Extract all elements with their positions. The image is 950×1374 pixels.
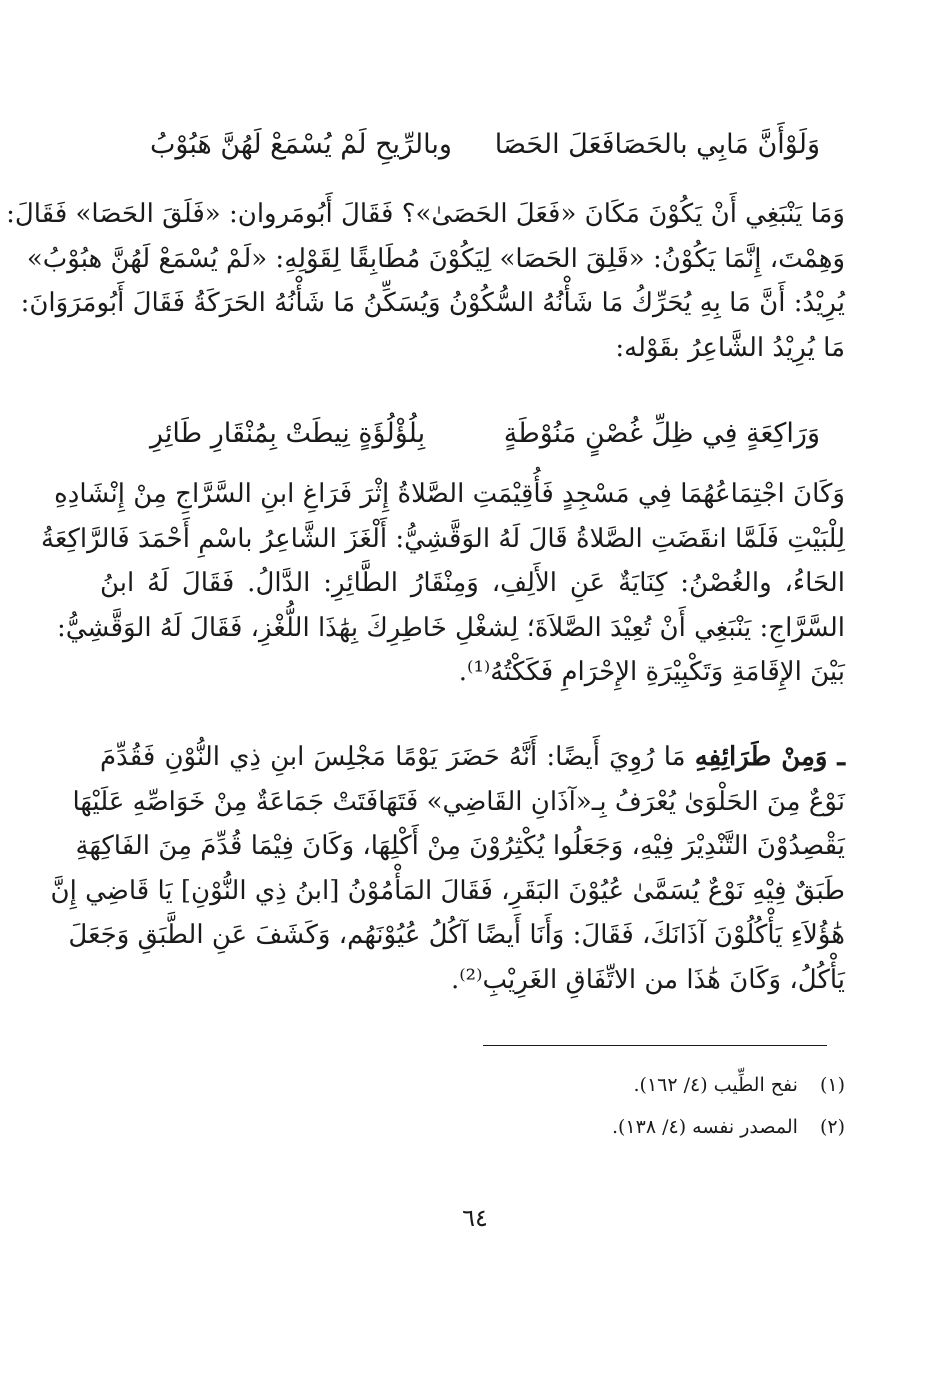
footnote-1 bbox=[400, 1072, 845, 1098]
footnote-separator bbox=[483, 1045, 827, 1046]
paragraph-2 bbox=[41, 472, 845, 695]
paragraph-3-line bbox=[100, 735, 845, 780]
paragraph-3-line: نَوْعٌ مِنَ الحَلْوَىٰ يُعْرَفُ بِـ«آذَانِ القَاضِي» فَتَهَافَتَتْ جَمَاعَةٌ مِنْ خَوَاصِّهِ عَلَيْهَا bbox=[72, 786, 845, 817]
paragraph-3-line: طَبَقٌ فِيْهِ نَوْعٌ يُسَمَّىٰ عُيُوْنَ البَقَرِ، فَقَالَ المَأْمُوْنُ [ابنُ ذِي النُّوْنِ] يَا قَاضِي إِنَّ bbox=[50, 875, 845, 906]
paragraph-3 bbox=[50, 735, 846, 1002]
verse-2-first-hemistich: وَرَاكِعَةٍ فِي ظِلِّ غُصْنٍ مَنُوْطَةٍ bbox=[503, 418, 820, 449]
footnote-1-text: نفح الطِّيب (٤/ ١٦٢). bbox=[633, 1074, 798, 1096]
paragraph-1-line: وَهِمْتَ، إِنَّمَا يَكُوْنُ: «قَلِقَ الحَصَا» لِيَكُوْنَ مُطَابِقًا لِقَوْلِهِ: «لَمْ يُسْمَعْ لَهُنَّ هبُوْبُ» bbox=[26, 243, 845, 274]
paragraph-2-line: السَّرَّاجِ: يَنْبَغِي أَنْ تُعِيْدَ الصَّلاَةَ؛ لِشغْلِ خَاطِرِكَ بِهَٰذَا اللُّغْزِ، فَقَالَ لَهُ الوَقَّشِيُّ: bbox=[56, 612, 845, 643]
footnote-2-text: المصدر نفسه (٤/ ١٣٨). bbox=[611, 1116, 798, 1138]
paragraph-1-line: مَا يُرِيْدُ الشَّاعِرُ بقَوْله: bbox=[615, 332, 845, 363]
paragraph-2-line: وَكَانَ اجْتِمَاعُهُمَا فِي مَسْجِدٍ فَأُقِيْمَتِ الصَّلاةُ إِثْرَ فَرَاغِ ابنِ السَّرَّاجِ مِنْ إِنْشَادِهِ bbox=[54, 479, 845, 509]
verse-1-first-hemistich: وَلَوْأَنَّ مَابِي بالحَصَافَعَلَ الحَصَا bbox=[494, 129, 820, 160]
footnote-2-number: (٢) bbox=[819, 1116, 845, 1138]
paragraph-1 bbox=[6, 192, 845, 370]
footnote-2 bbox=[400, 1114, 845, 1140]
paragraph-2-line: الحَاءُ، والغُصْنُ: كِنَايَةٌ عَنِ الأَلِفِ، وَمِنْقَارُ الطَّائِرِ: الدَّالُ. فَقَالَ لَهُ ابنُ bbox=[100, 568, 845, 598]
footnote-1-number: (١) bbox=[819, 1074, 845, 1096]
paragraph-2-line: بَيْنَ الإِقَامَةِ وَتَكْبِيْرَةِ الإِحْرَامِ فَكَكْتُهُ⁽¹⁾. bbox=[458, 657, 845, 687]
paragraph-1-line: وَمَا يَنْبَغِي أَنْ يَكُوْنَ مَكَانَ «فَعَلَ الحَصَىٰ»؟ فَقَالَ أَبُومَروان: «فَلَقَ الحَصَا» فَقَالَ: bbox=[6, 199, 845, 229]
paragraph-3-line: يَأْكُلُ، وَكَانَ هَٰذَا من الاتِّفَاقِ الغَرِيْبِ⁽²⁾. bbox=[450, 964, 845, 995]
page-number: ٦٤ bbox=[462, 1204, 488, 1232]
paragraph-2-line: لِلْبَيْتِ فَلَمَّا انقَضَتِ الصَّلاةُ قَالَ لَهُ الوَقَّشِيُّ: أَلْغَزَ الشَّاعِرُ باسْمِ أَحْمَدَ فَالرَّاكِعَةُ bbox=[41, 523, 845, 554]
paragraph-1-line: يُرِيْدُ: أَنَّ مَا بِهِ يُحَرِّكُ مَا شَأْنُهُ السُّكُوْنُ وَيُسَكِّنُ مَا شَأْنُهُ الحَرَكَةُ فَقَالَ أَبُومَرَوَانَ: bbox=[20, 288, 845, 318]
paragraph-3-first-line-text: مَا رُوِيَ أَيضًا: أَنَّهُ حَضَرَ يَوْمًا مَجْلِسَ ابنِ ذِي النُّوْنِ فَقُدِّمَ bbox=[100, 742, 686, 772]
poetry-verse-1 bbox=[150, 123, 820, 167]
paragraph-3-lead: ـ وَمِنْ طَرَائِفِهِ bbox=[694, 742, 846, 772]
paragraph-3-line: يَقْصِدُوْنَ التَّنْدِيْرَ فِيْهِ، وَجَعَلُوا يُكْثِرُوْنَ مِنْ أَكْلِهَا، وَكَانَ فِيْمَا قُدِّمَ مِنَ الفَاكِهَةِ bbox=[75, 831, 845, 861]
paragraph-3-line: هَٰؤُلاَءِ يَأْكُلُوْنَ آذَانَكَ، فَقَالَ: وَأَنَا أَيضًا آكُلُ عُيُوْنَهُم، وَكَشَفَ عَنِ الطَّبَقِ وَجَعَلَ bbox=[68, 920, 845, 950]
verse-2-second-hemistich: بِلُؤْلُؤَةٍ نِيطَتْ بِمُنْقَارِ طَائِرِ bbox=[150, 418, 426, 449]
verse-1-second-hemistich: وبالرِّيحِ لَمْ يُسْمَعْ لَهُنَّ هَبُوْبُ bbox=[150, 129, 452, 160]
poetry-verse-2 bbox=[150, 412, 820, 456]
